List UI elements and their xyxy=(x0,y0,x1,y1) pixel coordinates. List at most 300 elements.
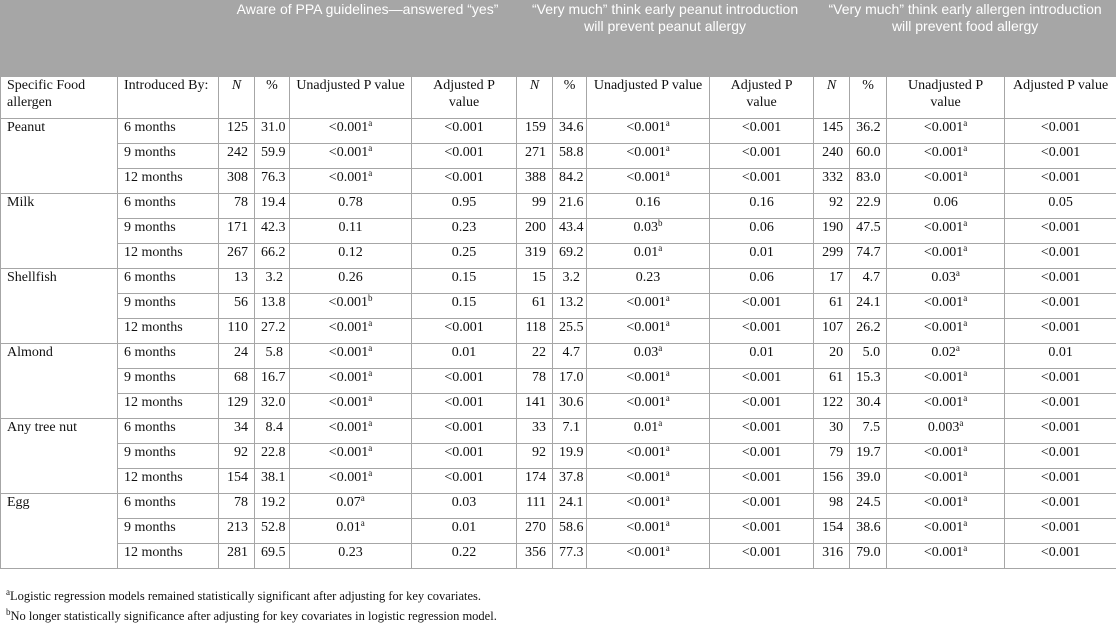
footnote-mark: a xyxy=(963,493,968,503)
group-header-peanut-belief: “Very much” think early peanut introduction will prevent peanut allergy xyxy=(517,1,814,77)
p-value: <0.001 xyxy=(626,470,666,485)
n-cell: 92 xyxy=(814,194,850,219)
introduced-by-cell: 6 months xyxy=(118,344,219,369)
footnote-mark: a xyxy=(955,268,960,278)
adjusted-p-cell: <0.001 xyxy=(1005,419,1116,444)
footnote-mark: a xyxy=(368,318,373,328)
p-value: 0.03 xyxy=(633,220,659,235)
footnote-mark: a xyxy=(368,443,373,453)
n-cell: 125 xyxy=(219,119,255,144)
percent-cell: 7.5 xyxy=(850,419,887,444)
adjusted-p-cell: <0.001 xyxy=(412,419,517,444)
footnote-mark: a xyxy=(963,518,968,528)
p-value: <0.001 xyxy=(626,520,666,535)
percent-cell: 69.5 xyxy=(255,544,290,569)
adjusted-p-cell: 0.06 xyxy=(710,269,814,294)
p-value: 0.01 xyxy=(633,420,659,435)
unadjusted-p-cell xyxy=(887,444,1005,469)
footnote-mark: a xyxy=(955,343,960,353)
percent-cell: 69.2 xyxy=(553,244,587,269)
unadjusted-p-cell xyxy=(290,369,412,394)
adjusted-p-cell: <0.001 xyxy=(1005,319,1116,344)
introduced-by-cell: 12 months xyxy=(118,544,219,569)
introduced-by-cell: 12 months xyxy=(118,319,219,344)
table-body xyxy=(1,119,1116,569)
table-row xyxy=(1,394,1116,419)
n-cell: 92 xyxy=(219,444,255,469)
table-row xyxy=(1,269,1116,294)
header-n: N xyxy=(219,77,255,119)
n-cell: 20 xyxy=(814,344,850,369)
p-value: <0.001 xyxy=(328,470,369,485)
adjusted-p-cell: 0.06 xyxy=(710,219,814,244)
adjusted-p-cell: <0.001 xyxy=(710,444,814,469)
adjusted-p-cell: 0.15 xyxy=(412,269,517,294)
introduced-by-cell: 6 months xyxy=(118,119,219,144)
introduced-by-cell: 9 months xyxy=(118,519,219,544)
group-header-row xyxy=(1,1,1116,77)
footnote-mark: a xyxy=(963,168,968,178)
n-cell: 190 xyxy=(814,219,850,244)
footnote-mark: a xyxy=(963,118,968,128)
n-cell: 200 xyxy=(517,219,553,244)
n-cell: 242 xyxy=(219,144,255,169)
header-unadjusted-p: Unadjusted P value xyxy=(887,77,1005,119)
adjusted-p-cell: <0.001 xyxy=(412,469,517,494)
n-cell: 61 xyxy=(814,294,850,319)
p-value: <0.001 xyxy=(626,295,666,310)
food-allergen-cell: Egg xyxy=(1,494,118,569)
n-cell: 213 xyxy=(219,519,255,544)
percent-cell: 47.5 xyxy=(850,219,887,244)
p-value: 0.02 xyxy=(931,345,956,360)
n-cell: 33 xyxy=(517,419,553,444)
footnote-mark: a xyxy=(368,343,373,353)
unadjusted-p-cell xyxy=(587,469,710,494)
p-value: <0.001 xyxy=(626,545,666,560)
table-row xyxy=(1,169,1116,194)
footnote-mark: b xyxy=(658,218,663,228)
n-cell: 30 xyxy=(814,419,850,444)
introduced-by-cell: 6 months xyxy=(118,494,219,519)
adjusted-p-cell: 0.01 xyxy=(412,519,517,544)
unadjusted-p-cell xyxy=(887,344,1005,369)
footnote-mark: a xyxy=(360,518,365,528)
footnote-mark: a xyxy=(658,343,663,353)
footnote-mark: a xyxy=(963,543,968,553)
p-value: 0.06 xyxy=(933,195,958,210)
table-row xyxy=(1,144,1116,169)
food-allergen-cell: Almond xyxy=(1,344,118,419)
p-value: <0.001 xyxy=(923,520,964,535)
unadjusted-p-cell xyxy=(587,544,710,569)
n-cell: 129 xyxy=(219,394,255,419)
percent-cell: 15.3 xyxy=(850,369,887,394)
p-value: <0.001 xyxy=(626,320,666,335)
percent-cell: 8.4 xyxy=(255,419,290,444)
p-value: 0.78 xyxy=(338,195,363,210)
p-value: <0.001 xyxy=(328,120,369,135)
footnote-mark: a xyxy=(963,393,968,403)
footnote-mark: a xyxy=(665,118,670,128)
footnote-mark: b xyxy=(6,607,11,617)
percent-cell: 19.2 xyxy=(255,494,290,519)
header-adjusted-p: Adjusted P value xyxy=(1005,77,1116,119)
unadjusted-p-cell xyxy=(290,294,412,319)
unadjusted-p-cell xyxy=(887,469,1005,494)
unadjusted-p-cell xyxy=(887,294,1005,319)
percent-cell: 32.0 xyxy=(255,394,290,419)
adjusted-p-cell: 0.03 xyxy=(412,494,517,519)
unadjusted-p-cell xyxy=(587,119,710,144)
n-cell: 159 xyxy=(517,119,553,144)
percent-cell: 30.6 xyxy=(553,394,587,419)
unadjusted-p-cell xyxy=(587,394,710,419)
footnote-mark: a xyxy=(963,368,968,378)
unadjusted-p-cell xyxy=(587,494,710,519)
adjusted-p-cell: <0.001 xyxy=(1005,369,1116,394)
adjusted-p-cell: 0.25 xyxy=(412,244,517,269)
percent-cell: 58.6 xyxy=(553,519,587,544)
table-row xyxy=(1,219,1116,244)
p-value: 0.12 xyxy=(338,245,363,260)
unadjusted-p-cell xyxy=(290,119,412,144)
footnote-mark: a xyxy=(665,468,670,478)
adjusted-p-cell: <0.001 xyxy=(710,169,814,194)
p-value: 0.26 xyxy=(338,270,363,285)
adjusted-p-cell: <0.001 xyxy=(1005,119,1116,144)
footnotes xyxy=(6,586,497,626)
p-value: 0.23 xyxy=(635,270,661,285)
adjusted-p-cell: 0.95 xyxy=(412,194,517,219)
unadjusted-p-cell xyxy=(290,519,412,544)
footnote-a xyxy=(6,586,497,606)
unadjusted-p-cell xyxy=(587,194,710,219)
unadjusted-p-cell xyxy=(887,494,1005,519)
percent-cell: 4.7 xyxy=(850,269,887,294)
adjusted-p-cell: <0.001 xyxy=(1005,544,1116,569)
adjusted-p-cell: <0.001 xyxy=(710,144,814,169)
p-value: <0.001 xyxy=(626,170,666,185)
n-cell: 99 xyxy=(517,194,553,219)
percent-cell: 19.9 xyxy=(553,444,587,469)
percent-cell: 22.8 xyxy=(255,444,290,469)
n-cell: 281 xyxy=(219,544,255,569)
adjusted-p-cell: <0.001 xyxy=(1005,269,1116,294)
table-row xyxy=(1,369,1116,394)
n-cell: 61 xyxy=(814,369,850,394)
percent-cell: 66.2 xyxy=(255,244,290,269)
unadjusted-p-cell xyxy=(290,444,412,469)
n-cell: 319 xyxy=(517,244,553,269)
food-allergen-cell: Any tree nut xyxy=(1,419,118,494)
percent-cell: 36.2 xyxy=(850,119,887,144)
unadjusted-p-cell xyxy=(587,419,710,444)
percent-cell: 38.1 xyxy=(255,469,290,494)
unadjusted-p-cell xyxy=(887,394,1005,419)
p-value: 0.01 xyxy=(633,245,659,260)
n-cell: 171 xyxy=(219,219,255,244)
adjusted-p-cell: <0.001 xyxy=(1005,394,1116,419)
n-cell: 56 xyxy=(219,294,255,319)
table-row xyxy=(1,419,1116,444)
percent-cell: 5.8 xyxy=(255,344,290,369)
introduced-by-cell: 12 months xyxy=(118,244,219,269)
footnote-mark: a xyxy=(665,518,670,528)
n-cell: 267 xyxy=(219,244,255,269)
footnote-mark: a xyxy=(658,418,663,428)
percent-cell: 26.2 xyxy=(850,319,887,344)
p-value: <0.001 xyxy=(923,545,964,560)
introduced-by-cell: 9 months xyxy=(118,294,219,319)
footnote-mark: a xyxy=(368,143,373,153)
percent-cell: 74.7 xyxy=(850,244,887,269)
p-value: <0.001 xyxy=(328,295,368,310)
p-value: <0.001 xyxy=(328,370,369,385)
table-row xyxy=(1,519,1116,544)
unadjusted-p-cell xyxy=(290,469,412,494)
adjusted-p-cell: 0.16 xyxy=(710,194,814,219)
p-value: <0.001 xyxy=(923,495,964,510)
adjusted-p-cell: <0.001 xyxy=(412,444,517,469)
p-value: <0.001 xyxy=(923,445,964,460)
adjusted-p-cell: <0.001 xyxy=(1005,444,1116,469)
footnote-mark: a xyxy=(665,443,670,453)
n-cell: 141 xyxy=(517,394,553,419)
unadjusted-p-cell xyxy=(587,219,710,244)
footnote-mark: a xyxy=(6,587,10,597)
percent-cell: 83.0 xyxy=(850,169,887,194)
p-value: 0.23 xyxy=(338,545,363,560)
footnote-mark: a xyxy=(658,243,663,253)
n-cell: 13 xyxy=(219,269,255,294)
n-cell: 24 xyxy=(219,344,255,369)
p-value: <0.001 xyxy=(626,120,666,135)
unadjusted-p-cell xyxy=(587,269,710,294)
adjusted-p-cell: <0.001 xyxy=(412,119,517,144)
footnote-mark: a xyxy=(963,218,968,228)
table-row xyxy=(1,294,1116,319)
footnote-mark: a xyxy=(963,293,968,303)
adjusted-p-cell: <0.001 xyxy=(1005,144,1116,169)
percent-cell: 24.1 xyxy=(553,494,587,519)
p-value: <0.001 xyxy=(923,245,964,260)
unadjusted-p-cell xyxy=(290,269,412,294)
unadjusted-p-cell xyxy=(290,169,412,194)
adjusted-p-cell: <0.001 xyxy=(412,369,517,394)
food-allergen-cell: Peanut xyxy=(1,119,118,194)
n-cell: 308 xyxy=(219,169,255,194)
n-cell: 78 xyxy=(517,369,553,394)
unadjusted-p-cell xyxy=(587,244,710,269)
p-value: <0.001 xyxy=(328,170,369,185)
adjusted-p-cell: <0.001 xyxy=(1005,219,1116,244)
n-cell: 316 xyxy=(814,544,850,569)
header-unadjusted-p: Unadjusted P value xyxy=(290,77,412,119)
percent-cell: 39.0 xyxy=(850,469,887,494)
table-row xyxy=(1,544,1116,569)
percent-cell: 43.4 xyxy=(553,219,587,244)
introduced-by-cell: 12 months xyxy=(118,394,219,419)
p-value: <0.001 xyxy=(923,170,964,185)
p-value: 0.01 xyxy=(336,520,361,535)
percent-cell: 76.3 xyxy=(255,169,290,194)
n-cell: 15 xyxy=(517,269,553,294)
adjusted-p-cell: 0.15 xyxy=(412,294,517,319)
adjusted-p-cell: <0.001 xyxy=(710,469,814,494)
adjusted-p-cell: 0.01 xyxy=(412,344,517,369)
n-cell: 299 xyxy=(814,244,850,269)
adjusted-p-cell: <0.001 xyxy=(412,319,517,344)
p-value: <0.001 xyxy=(328,345,369,360)
p-value: <0.001 xyxy=(328,320,369,335)
header-unadjusted-p: Unadjusted P value xyxy=(587,77,710,119)
percent-cell: 84.2 xyxy=(553,169,587,194)
introduced-by-cell: 6 months xyxy=(118,419,219,444)
percent-cell: 25.5 xyxy=(553,319,587,344)
n-cell: 79 xyxy=(814,444,850,469)
introduced-by-cell: 6 months xyxy=(118,269,219,294)
unadjusted-p-cell xyxy=(587,319,710,344)
header-food-allergen: Specific Food allergen xyxy=(1,77,118,119)
introduced-by-cell: 9 months xyxy=(118,444,219,469)
p-value: <0.001 xyxy=(626,370,666,385)
p-value: 0.003 xyxy=(927,420,960,435)
p-value: <0.001 xyxy=(923,370,964,385)
header-introduced-by: Introduced By: xyxy=(118,77,219,119)
n-cell: 156 xyxy=(814,469,850,494)
table-row xyxy=(1,244,1116,269)
footnote-mark: a xyxy=(665,493,670,503)
adjusted-p-cell: 0.01 xyxy=(710,344,814,369)
p-value: 0.11 xyxy=(338,220,363,235)
n-cell: 174 xyxy=(517,469,553,494)
footnote-mark: a xyxy=(963,318,968,328)
unadjusted-p-cell xyxy=(290,194,412,219)
header-percent: % xyxy=(850,77,887,119)
percent-cell: 58.8 xyxy=(553,144,587,169)
n-cell: 107 xyxy=(814,319,850,344)
percent-cell: 27.2 xyxy=(255,319,290,344)
n-cell: 332 xyxy=(814,169,850,194)
unadjusted-p-cell xyxy=(290,419,412,444)
n-cell: 154 xyxy=(814,519,850,544)
unadjusted-p-cell xyxy=(290,144,412,169)
header-percent: % xyxy=(255,77,290,119)
footnote-b xyxy=(6,606,497,626)
percent-cell: 19.7 xyxy=(850,444,887,469)
footnote-mark: a xyxy=(963,143,968,153)
p-value: <0.001 xyxy=(923,145,964,160)
table-row xyxy=(1,194,1116,219)
table-row xyxy=(1,494,1116,519)
n-cell: 34 xyxy=(219,419,255,444)
p-value: <0.001 xyxy=(626,495,666,510)
unadjusted-p-cell xyxy=(887,544,1005,569)
n-cell: 240 xyxy=(814,144,850,169)
introduced-by-cell: 9 months xyxy=(118,369,219,394)
p-value: <0.001 xyxy=(923,295,964,310)
p-value: <0.001 xyxy=(626,445,666,460)
footnote-mark: a xyxy=(368,418,373,428)
n-cell: 92 xyxy=(517,444,553,469)
adjusted-p-cell: <0.001 xyxy=(412,144,517,169)
percent-cell: 7.1 xyxy=(553,419,587,444)
table-row xyxy=(1,319,1116,344)
adjusted-p-cell: <0.001 xyxy=(710,369,814,394)
n-cell: 78 xyxy=(219,494,255,519)
adjusted-p-cell: <0.001 xyxy=(1005,494,1116,519)
adjusted-p-cell: <0.001 xyxy=(710,119,814,144)
percent-cell: 3.2 xyxy=(255,269,290,294)
adjusted-p-cell: <0.001 xyxy=(1005,169,1116,194)
p-value: 0.03 xyxy=(931,270,956,285)
group-header-blank xyxy=(1,1,219,77)
unadjusted-p-cell xyxy=(887,219,1005,244)
adjusted-p-cell: <0.001 xyxy=(1005,294,1116,319)
p-value: <0.001 xyxy=(328,395,369,410)
footnote-mark: a xyxy=(963,243,968,253)
p-value: <0.001 xyxy=(923,470,964,485)
p-value: <0.001 xyxy=(328,445,369,460)
p-value: 0.03 xyxy=(633,345,659,360)
adjusted-p-cell: <0.001 xyxy=(1005,244,1116,269)
percent-cell: 52.8 xyxy=(255,519,290,544)
n-cell: 61 xyxy=(517,294,553,319)
adjusted-p-cell: <0.001 xyxy=(412,169,517,194)
footnote-mark: a xyxy=(368,468,373,478)
unadjusted-p-cell xyxy=(887,144,1005,169)
unadjusted-p-cell xyxy=(587,444,710,469)
adjusted-p-cell: 0.23 xyxy=(412,219,517,244)
unadjusted-p-cell xyxy=(290,544,412,569)
adjusted-p-cell: 0.05 xyxy=(1005,194,1116,219)
unadjusted-p-cell xyxy=(290,219,412,244)
n-cell: 98 xyxy=(814,494,850,519)
adjusted-p-cell: <0.001 xyxy=(710,494,814,519)
percent-cell: 59.9 xyxy=(255,144,290,169)
percent-cell: 38.6 xyxy=(850,519,887,544)
adjusted-p-cell: <0.001 xyxy=(1005,519,1116,544)
group-header-ppa-awareness: Aware of PPA guidelines—answered “yes” xyxy=(219,1,517,77)
unadjusted-p-cell xyxy=(887,269,1005,294)
introduced-by-cell: 12 months xyxy=(118,169,219,194)
unadjusted-p-cell xyxy=(290,244,412,269)
introduced-by-cell: 9 months xyxy=(118,144,219,169)
unadjusted-p-cell xyxy=(887,319,1005,344)
n-cell: 118 xyxy=(517,319,553,344)
percent-cell: 13.8 xyxy=(255,294,290,319)
percent-cell: 17.0 xyxy=(553,369,587,394)
footnote-mark: a xyxy=(665,368,670,378)
header-n: N xyxy=(814,77,850,119)
footnote-mark: a xyxy=(368,368,373,378)
footnote-text: No longer statistically significance after adjusting for key covariates in logistic regression model. xyxy=(10,609,497,623)
percent-cell: 30.4 xyxy=(850,394,887,419)
percent-cell: 60.0 xyxy=(850,144,887,169)
percent-cell: 79.0 xyxy=(850,544,887,569)
p-value: <0.001 xyxy=(626,395,666,410)
table-row xyxy=(1,469,1116,494)
header-n: N xyxy=(517,77,553,119)
footnote-mark: a xyxy=(665,293,670,303)
p-value: 0.07 xyxy=(336,495,361,510)
adjusted-p-cell: 0.22 xyxy=(412,544,517,569)
adjusted-p-cell: <0.001 xyxy=(1005,469,1116,494)
n-cell: 271 xyxy=(517,144,553,169)
n-cell: 78 xyxy=(219,194,255,219)
unadjusted-p-cell xyxy=(587,169,710,194)
